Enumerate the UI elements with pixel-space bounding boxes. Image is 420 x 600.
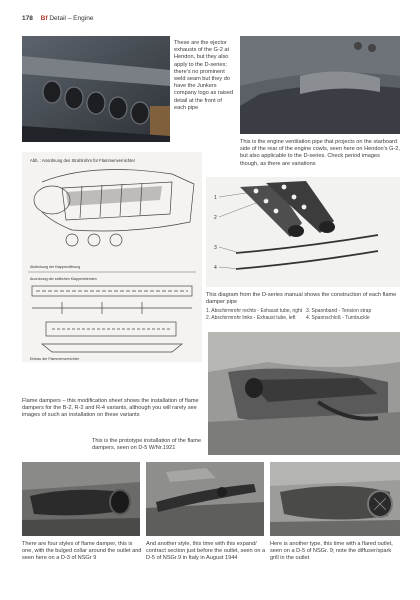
drawing-title: Abb. : Anordnung des Strahlrohrs für Flammenvernichter <box>30 158 135 163</box>
bulged-collar-photo <box>22 462 140 536</box>
diagram-callout-4: 4 <box>214 265 217 271</box>
section-rest: Detail – Engine <box>47 15 94 22</box>
ventilation-pipe-photo <box>240 36 400 134</box>
diagram-callout-2: 2 <box>214 215 217 221</box>
caption-flared-outlet: Here is another type, this time with a flared outlet, seen on a D-5 of NSGr. 9; note the diffuser/spark grill in the outlet <box>270 541 393 562</box>
modification-sheet-drawing <box>22 152 202 362</box>
ejector-exhausts-photo <box>22 36 170 142</box>
legend-item-1: 1. Abschirmrohr rechts - Exhaust tube, right <box>206 308 303 314</box>
caption-expand-contract: And another style, this time with this expand/ contract section just before the outlet, seen on a D-5 of NSGr.9 in Italy in August 1944 <box>146 541 266 562</box>
section-prefix: Bf <box>40 15 48 22</box>
page-header <box>22 15 93 22</box>
caption-ejector-exhausts: These are the ejector exhausts of the G-2 at Hendon, but they also apply to the D-series; there's no prominent weld seam but they do have the Junkers company logo as raised detail at the front of each pipe <box>174 40 234 111</box>
caption-flame-damper-diagram: This diagram from the D-series manual shows the construction of each flame damper pipe <box>206 292 397 306</box>
legend-item-3: 3. Spannband - Tension strap <box>306 308 372 314</box>
caption-prototype-installation: This is the prototype installation of the flame dampers, seen on D-5 W/Nr.1921 <box>92 438 202 452</box>
expand-contract-photo <box>146 462 264 536</box>
caption-ventilation-pipe: This is the engine ventilation pipe that projects on the starboard side of the rear of the engine cowls, seen here on Hendon's G-2, but also applicable to the D-series. Check period images though, as there are variations <box>240 139 400 167</box>
prototype-installation-photo <box>208 332 400 455</box>
diagram-callout-1: 1 <box>214 195 217 201</box>
caption-modification-sheet: Flame dampers – this modification sheet shows the installation of flame dampers for the B-2, R-2 and R-4 variants, although you will rarely see images of such an installation on these variants <box>22 398 199 419</box>
flared-outlet-photo <box>270 462 400 536</box>
caption-four-styles: There are four styles of flame damper, this is one, with the bulged collar around the outlet and seen here on a D-3 of NSGr 9 <box>22 541 142 562</box>
drawing-note-1: Abdeckung der Klappenöffnung <box>30 265 81 269</box>
drawing-note-3: Einbau der Flammenvernichter <box>30 357 80 361</box>
drawing-note-2: Anordnung der seitlichen Klappenblenden <box>30 277 97 281</box>
section-title <box>41 15 94 22</box>
page-number: 178 <box>22 15 33 22</box>
legend-item-2: 2. Abschirmrohr links - Exhaust tube, left <box>206 314 296 321</box>
legend-item-4: 4. Spannschloß - Turnbuckle <box>306 314 370 321</box>
diagram-callout-3: 3 <box>214 245 217 251</box>
flame-damper-pipes-photo <box>206 177 400 287</box>
